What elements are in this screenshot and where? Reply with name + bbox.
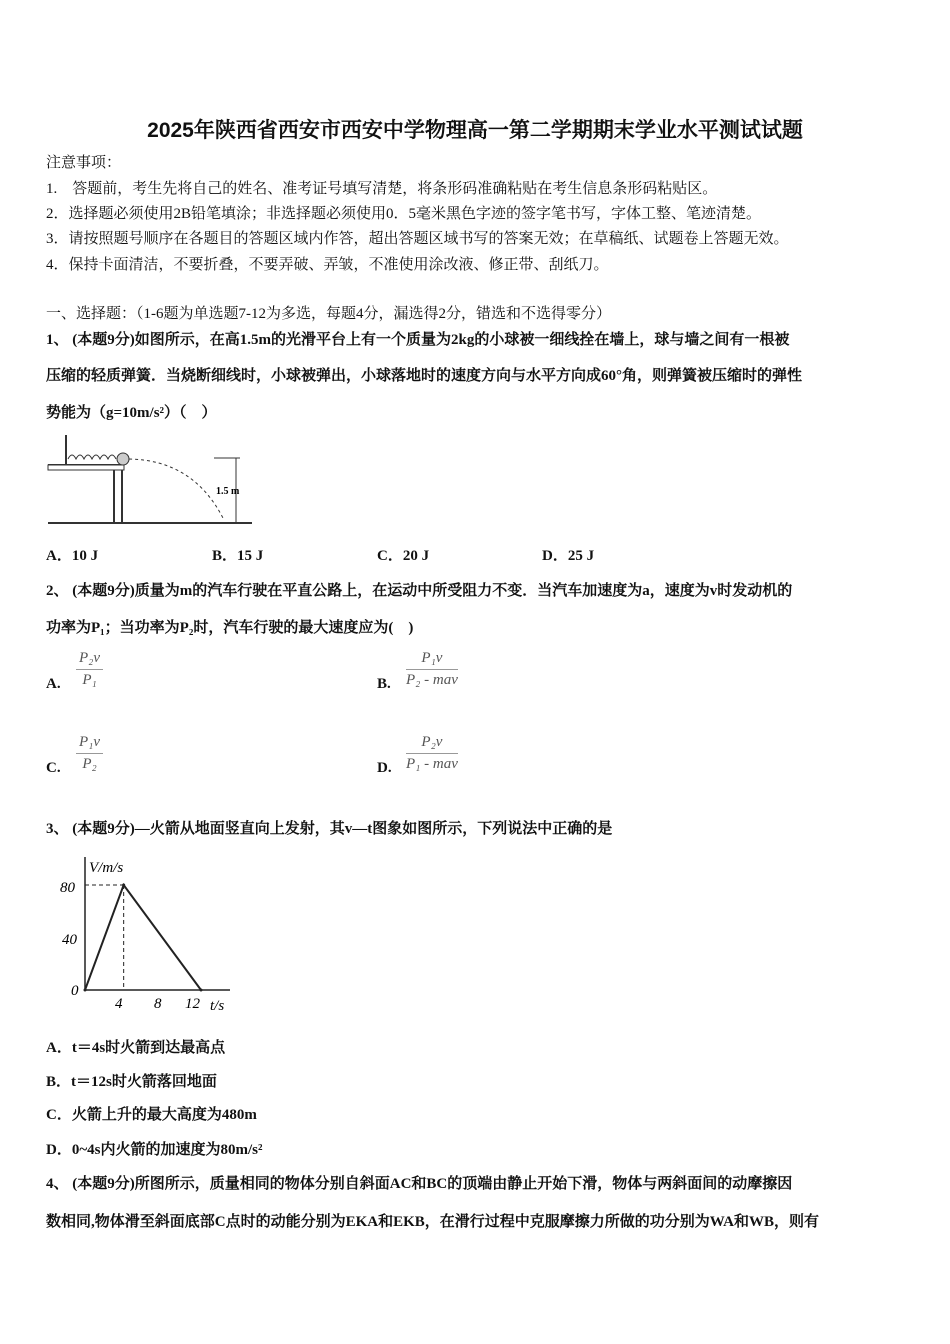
- q2-line-2: 功率为P₁；当功率为P₂时，汽车行驶的最大速度应为( ): [46, 620, 414, 636]
- denominator: P₁ - mav: [406, 756, 458, 772]
- numerator: P₁v: [76, 734, 103, 754]
- data-point: [200, 989, 203, 992]
- x-tick-8: 8: [154, 996, 162, 1012]
- vt-graph: [55, 852, 245, 1017]
- q4-line-2: 数相同,物体滑至斜面底部C点时的动能分别为EKA和EKB，在滑行过程中克服摩擦力所做的功分别为WA和WB，则有: [46, 1214, 819, 1230]
- q3-option-c[interactable]: C．火箭上升的最大高度为480m: [46, 1107, 257, 1123]
- q2-option-c-fraction[interactable]: [76, 734, 103, 773]
- x-axis-label: t/s: [210, 998, 225, 1014]
- q4-line-1: 4、 (本题9分)所图所示，质量相同的物体分别自斜面AC和BC的顶端由静止开始下滑，物体与两斜面间的动摩擦因: [46, 1176, 793, 1192]
- velocity-line: [85, 885, 201, 990]
- q1-option-a[interactable]: A．10 J: [46, 548, 99, 564]
- q1-option-b[interactable]: B．15 J: [212, 548, 264, 564]
- y-tick-80: 80: [60, 880, 75, 896]
- x-tick-12: 12: [185, 996, 200, 1012]
- y-tick-0: 0: [71, 983, 79, 999]
- q3-option-b[interactable]: B．t＝12s时火箭落回地面: [46, 1074, 217, 1090]
- q1-line-1: 1、 (本题9分)如图所示，在高1.5m的光滑平台上有一个质量为2kg的小球被一细线拴在墙上，球与墙之间有一根被: [46, 332, 790, 348]
- note-4: 4．保持卡面清洁，不要折叠，不要弄破、弄皱，不准使用涂改液、修正带、刮纸刀。: [46, 257, 609, 273]
- section-heading: 一、选择题：（1-6题为单选题7-12为多选，每题4分，漏选得2分，错选和不选得零分）: [46, 306, 611, 322]
- q1-figure: [44, 430, 254, 530]
- numerator: P₂v: [406, 734, 458, 754]
- q1-option-c[interactable]: C．20 J: [377, 548, 430, 564]
- q2-line-1: 2、 (本题9分)质量为m的汽车行驶在平直公路上，在运动中所受阻力不变．当汽车加速度为a，速度为v时发动机的: [46, 583, 793, 599]
- q2-option-a-label[interactable]: A.: [46, 676, 61, 692]
- q2-option-b-label[interactable]: B.: [377, 676, 391, 692]
- q3-option-d[interactable]: D．0~4s内火箭的加速度为80m/s²: [46, 1142, 263, 1158]
- height-label: 1.5 m: [216, 486, 240, 497]
- note-2: 2．选择题必须使用2B铅笔填涂；非选择题必须使用0．5毫米黑色字迹的签字笔书写，字体工整、笔迹清楚。: [46, 206, 762, 222]
- q1-line-3: 势能为（g=10m/s²）（ ）: [46, 405, 217, 421]
- denominator: P₂: [82, 756, 97, 772]
- notes-heading: 注意事项：: [46, 155, 122, 171]
- data-point: [84, 989, 87, 992]
- q2-option-a-fraction[interactable]: [76, 650, 103, 689]
- numerator: P₁v: [406, 650, 458, 670]
- q3-line: 3、 (本题9分)—火箭从地面竖直向上发射，其v—t图象如图所示，下列说法中正确的是: [46, 821, 613, 837]
- note-3: 3．请按照题号顺序在各题目的答题区域内作答，超出答题区域书写的答案无效；在草稿纸、试题卷上答题无效。: [46, 231, 789, 247]
- data-point: [122, 884, 125, 887]
- y-axis-label: V/m/s: [89, 860, 124, 876]
- denominator: P₁: [82, 672, 97, 688]
- q2-option-d-label[interactable]: D.: [377, 760, 392, 776]
- denominator: P₂ - mav: [406, 672, 458, 688]
- x-tick-4: 4: [115, 996, 123, 1012]
- q2-option-b-fraction[interactable]: [406, 650, 458, 689]
- page-title: 2025年陕西省西安市西安中学物理高一第二学期期末学业水平测试试题: [147, 119, 803, 142]
- q2-option-c-label[interactable]: C.: [46, 760, 61, 776]
- q1-option-d[interactable]: D．25 J: [542, 548, 595, 564]
- numerator: P₂v: [76, 650, 103, 670]
- note-1: 1. 答题前，考生先将自己的姓名、准考证号填写清楚，将条形码准确粘贴在考生信息条形码粘贴区。: [46, 181, 718, 197]
- y-tick-40: 40: [62, 932, 77, 948]
- q2-option-d-fraction[interactable]: [406, 734, 458, 773]
- q1-line-2: 压缩的轻质弹簧．当烧断细线时，小球被弹出，小球落地时的速度方向与水平方向成60°角，则弹簧被压缩时的弹性: [46, 368, 803, 384]
- q3-option-a[interactable]: A．t＝4s时火箭到达最高点: [46, 1040, 226, 1056]
